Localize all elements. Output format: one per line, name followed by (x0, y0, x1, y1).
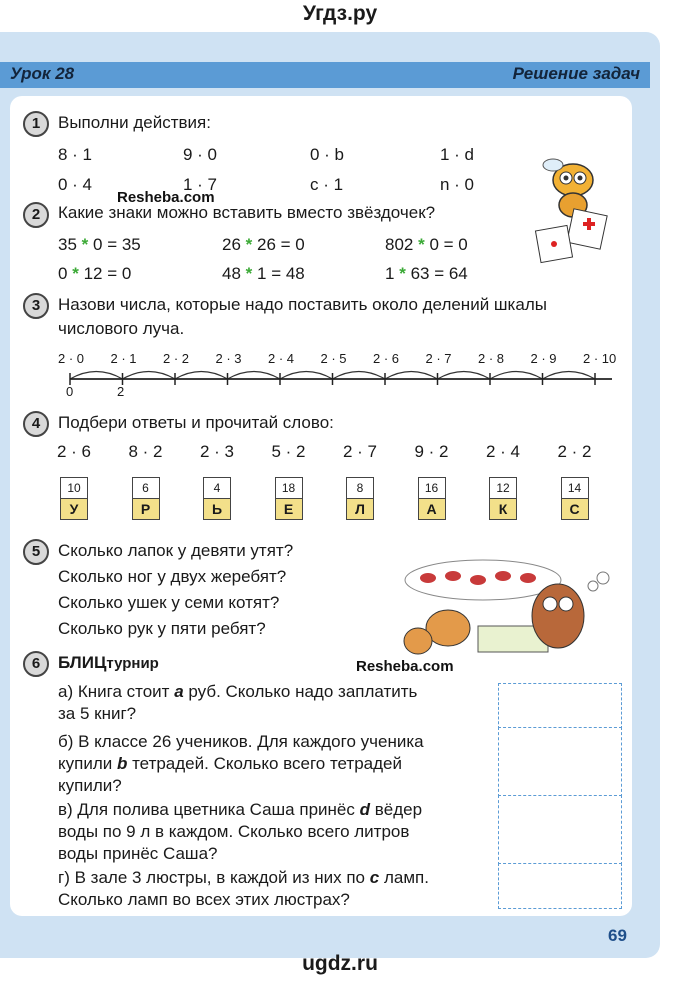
task2-equation: 802 * 0 = 0 (385, 235, 468, 254)
answer-card-letter: К (489, 498, 517, 520)
scale-label: 2 · 8 (478, 351, 505, 366)
answer-card-number: 10 (60, 477, 88, 499)
task5-line: Сколько рук у пяти ребят? (58, 619, 266, 638)
task5-line: Сколько лапок у девяти утят? (58, 541, 294, 560)
answer-box-c[interactable] (498, 795, 622, 865)
ray-label-zero: 0 (66, 384, 74, 399)
task6c-line2: воды по 9 л в каждом. Сколько всего литров (58, 822, 410, 841)
task1-expr: n · 0 (440, 175, 475, 194)
task2-equation: 48 * 1 = 48 (222, 264, 305, 283)
task1-expr: 0 · 4 (58, 175, 93, 194)
scale-label: 2 · 3 (215, 351, 242, 366)
scale-label: 2 · 1 (110, 351, 137, 366)
task4-expr: 5 · 2 (271, 442, 306, 461)
task1-expr: 1 · d (440, 145, 475, 164)
task6-title: БЛИЦтурнир (58, 653, 159, 672)
lesson-title: Урок 28 (10, 64, 75, 83)
task1-expr: 0 · b (310, 145, 345, 164)
answer-card-letter: Р (132, 498, 160, 520)
task3-title-line2: числового луча. (58, 319, 185, 338)
answer-card-letter: У (60, 498, 88, 520)
answer-card-letter: Л (346, 498, 374, 520)
ray-arc (123, 372, 176, 380)
site-title-bottom: ugdz.ru (302, 952, 378, 975)
task5-line: Сколько ног у двух жеребят? (58, 567, 287, 586)
task1-number: 1 (23, 111, 49, 137)
animals-illustration (398, 556, 620, 660)
ray-arc (175, 372, 228, 380)
answer-box-a[interactable] (498, 683, 622, 729)
answer-box-b[interactable] (498, 727, 622, 797)
task4-expr: 2 · 3 (200, 442, 235, 461)
answer-card-number: 18 (275, 477, 303, 499)
task6c-line3: воды принёс Саша? (58, 844, 218, 863)
task4-expr: 2 · 2 (557, 442, 592, 461)
bee-illustration (528, 150, 618, 270)
task2-equation: 1 * 63 = 64 (385, 264, 468, 283)
answer-card-letter: С (561, 498, 589, 520)
scale-label: 2 · 0 (58, 351, 85, 366)
task3-title-line1: Назови числа, которые надо поставить около делений шкалы (58, 295, 547, 314)
scale-label: 2 · 2 (163, 351, 190, 366)
task4-expr: 9 · 2 (414, 442, 449, 461)
scale-label: 2 · 6 (373, 351, 400, 366)
task6a-line1: а) Книга стоит a руб. Сколько надо заплатить (58, 682, 418, 701)
answer-box-d[interactable] (498, 863, 622, 909)
ray-arc (543, 372, 596, 380)
ray-arc (385, 372, 438, 380)
answer-card-number: 8 (346, 477, 374, 499)
ray-arc (490, 372, 543, 380)
task1-expr: 8 · 1 (58, 145, 93, 164)
task2-number: 2 (23, 202, 49, 228)
task4-expr: 2 · 6 (57, 442, 92, 461)
ray-label-two: 2 (117, 384, 125, 399)
topic-title: Решение задач (512, 64, 640, 83)
task6b-line2: купили b тетрадей. Сколько всего тетрадей (58, 754, 402, 773)
task1-expr: 1 · 7 (183, 175, 218, 194)
task6d-line2: Сколько ламп во всех этих люстрах? (58, 890, 350, 909)
scale-label: 2 · 5 (320, 351, 347, 366)
task1-expr: 9 · 0 (183, 145, 218, 164)
task2-equation: 35 * 0 = 35 (58, 235, 141, 254)
site-title-top: Угдз.ру (302, 2, 378, 25)
scale-label: 2 · 10 (583, 351, 617, 366)
answer-card-letter: Е (275, 498, 303, 520)
scale-label: 2 · 9 (530, 351, 557, 366)
task2-title: Какие знаки можно вставить вместо звёздочек? (58, 203, 436, 222)
answer-card-number: 12 (489, 477, 517, 499)
task4-title: Подбери ответы и прочитай слово: (58, 413, 334, 432)
answer-card-letter: Ь (203, 498, 231, 520)
ray-arc (438, 372, 491, 380)
task4-expr: 2 · 4 (486, 442, 521, 461)
task5-line: Сколько ушек у семи котят? (58, 593, 280, 612)
ray-arc (333, 372, 386, 380)
scale-label: 2 · 4 (268, 351, 295, 366)
answer-card-number: 16 (418, 477, 446, 499)
task4-number: 4 (23, 411, 49, 437)
task6-number: 6 (23, 651, 49, 677)
page-number: 69 (608, 926, 627, 945)
task2-equation: 0 * 12 = 0 (58, 264, 132, 283)
task1-title: Выполни действия: (58, 113, 211, 132)
ray-arc (70, 372, 123, 380)
task1-expr: c · 1 (310, 175, 344, 194)
task6b-line1: б) В классе 26 учеников. Для каждого ученика (58, 732, 424, 751)
task3-number: 3 (23, 293, 49, 319)
ray-arc (280, 372, 333, 380)
watermark: Resheba.com (356, 658, 454, 675)
task6c-line1: в) Для полива цветника Саша принёс d вёдер (58, 800, 423, 819)
task4-expr: 8 · 2 (128, 442, 163, 461)
task5-number: 5 (23, 539, 49, 565)
scale-label: 2 · 7 (425, 351, 452, 366)
task6a-line2: за 5 книг? (58, 704, 137, 723)
task4-expr: 2 · 7 (343, 442, 378, 461)
task6b-line3: купили? (58, 776, 122, 795)
ray-arc (228, 372, 281, 380)
task2-equation: 26 * 26 = 0 (222, 235, 305, 254)
answer-card-number: 6 (132, 477, 160, 499)
answer-card-number: 4 (203, 477, 231, 499)
watermark: Resheba.com (117, 189, 215, 206)
task6d-line1: г) В зале 3 люстры, в каждой из них по c ламп. (58, 868, 429, 887)
answer-card-letter: А (418, 498, 446, 520)
answer-card-number: 14 (561, 477, 589, 499)
